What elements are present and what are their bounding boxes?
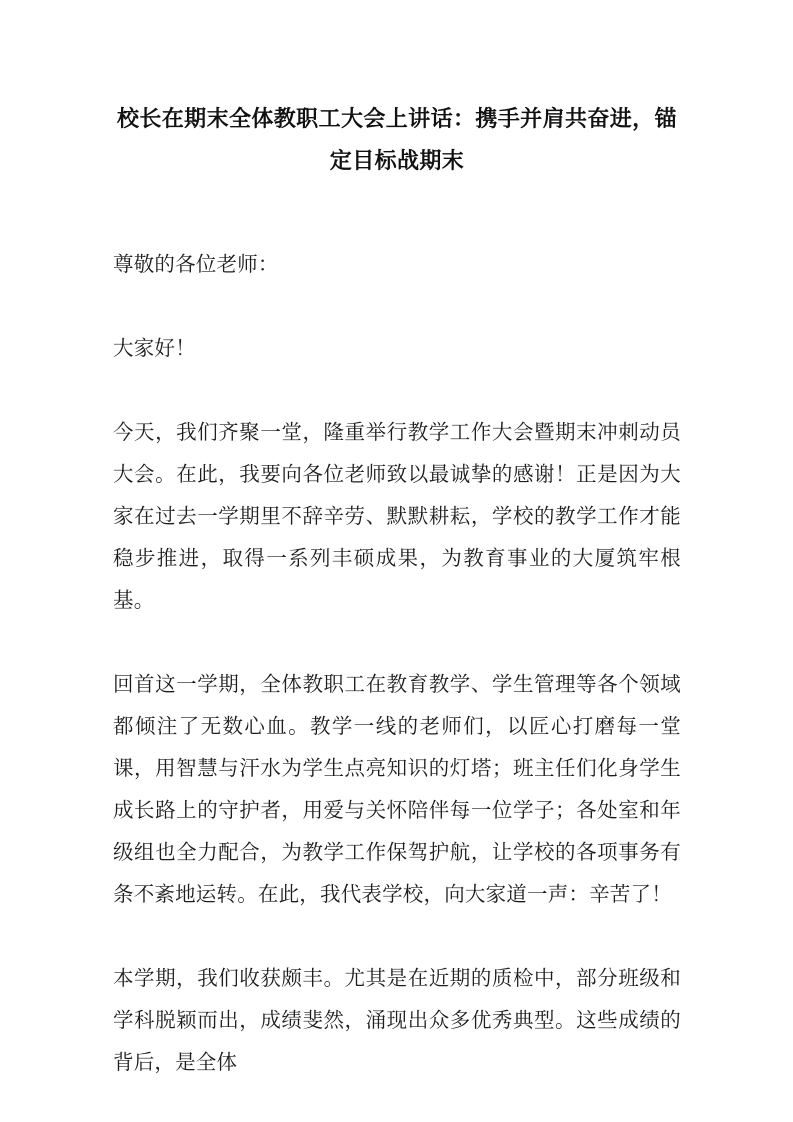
paragraph-review-semester: 回首这一学期，全体教职工在教育教学、学生管理等各个领域都倾注了无数心血。教学一线的老师们，以匠心打磨每一堂课，用智慧与汗水为学生点亮知识的灯塔；班主任们化身学生成长路上的守护者，用爱与关怀陪伴每一位学子；各处室和年级组也全力配合，为教学工作保驾护航，让学校的各项事务有条不紊地运转。在此，我代表学校，向大家道一声：辛苦了！: [113, 674, 681, 906]
paragraph-achievements: 本学期，我们收获颇丰。尤其是在近期的质检中，部分班级和学科脱颖而出，成绩斐然，涌现出众多优秀典型。这些成绩的背后，是全体: [113, 968, 681, 1074]
document-content: [113, 0, 681, 1084]
document-body: [113, 244, 681, 1084]
paragraph-opening-thanks: 今天，我们齐聚一堂，隆重举行教学工作大会暨期末冲刺动员大会。在此，我要向各位老师致以最诚挚的感谢！正是因为大家在过去一学期里不辞辛劳、默默耕耘，学校的教学工作才能稳步推进，取得一系列丰硕成果，为教育事业的大厦筑牢根基。: [113, 422, 681, 612]
paragraph-greeting: 大家好！: [113, 338, 196, 360]
page-title: 校长在期末全体教职工大会上讲话：携手并肩共奋进，锚定目标战期末: [116, 106, 677, 173]
paragraph-salutation: 尊敬的各位老师：: [113, 254, 279, 276]
